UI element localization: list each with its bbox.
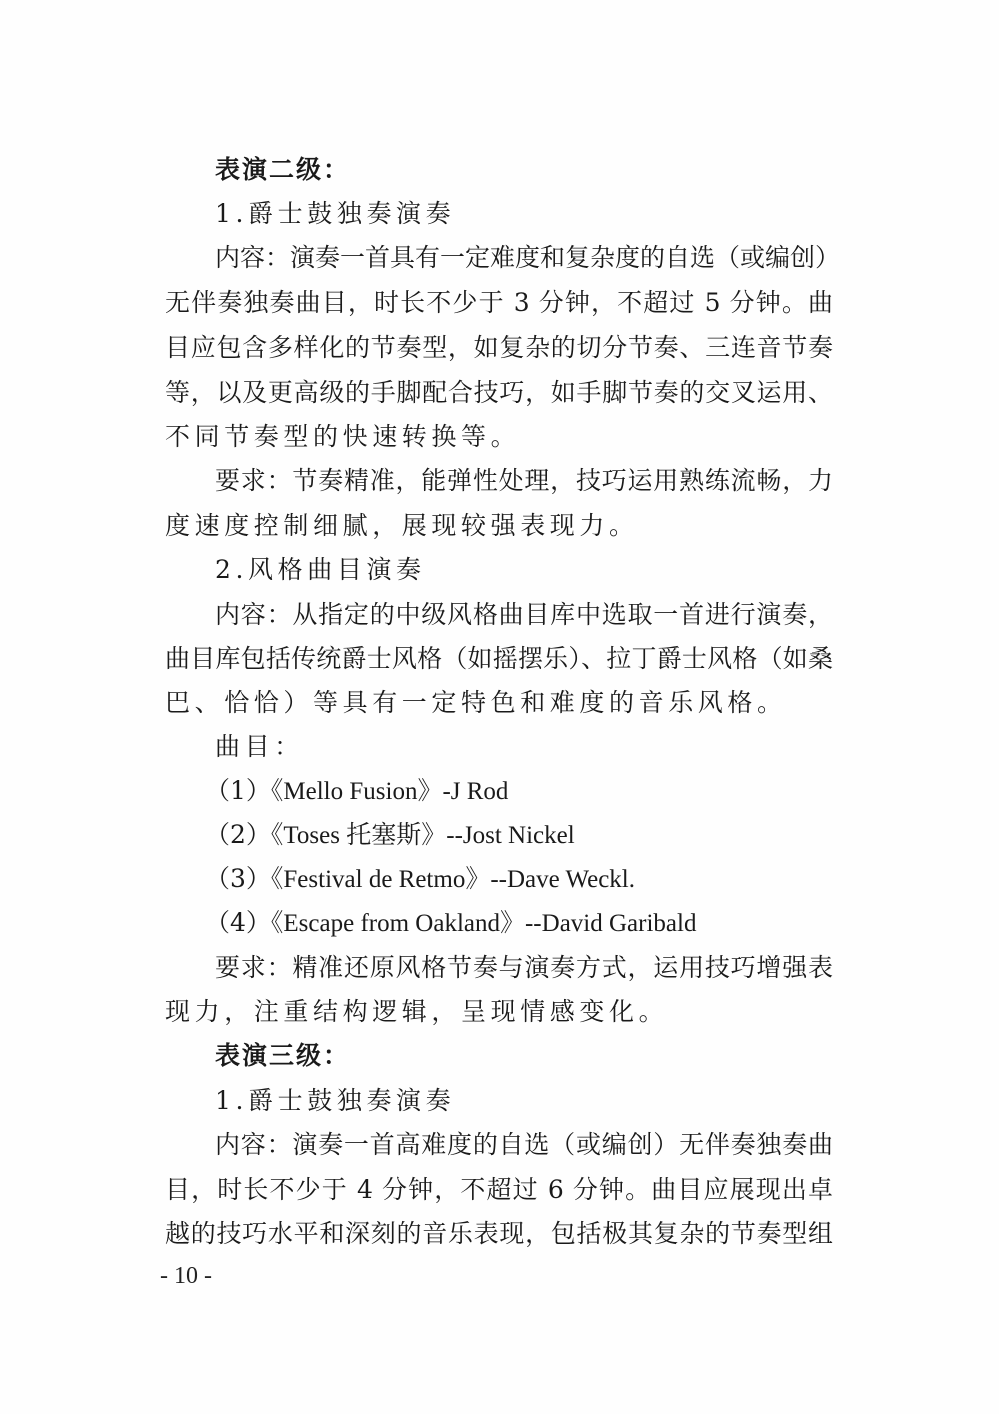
requirement-line: 要求：节奏精准，能弹性处理，技巧运用熟练流畅，力	[215, 466, 833, 495]
track-index: （3）	[205, 864, 271, 893]
item-title-jazz-drum-solo: 1.爵士鼓独奏演奏	[215, 199, 456, 228]
section-heading-level-2: 表演二级：	[215, 155, 351, 184]
track-artist: --David Garibald	[524, 910, 697, 937]
content-line: 目应包含多样化的节奏型，如复杂的切分节奏、三连音节奏	[165, 333, 833, 362]
track-title: 《Escape from Oakland》	[270, 910, 525, 937]
page-number: - 10 -	[160, 1263, 212, 1289]
requirement-line: 度速度控制细腻，展现较强表现力。	[165, 511, 639, 540]
content-line: 巴、恰恰）等具有一定特色和难度的音乐风格。	[165, 688, 787, 717]
content-line: 内容：演奏一首高难度的自选（或编创）无伴奏独奏曲	[215, 1130, 833, 1159]
requirement-line: 现力，注重结构逻辑，呈现情感变化。	[165, 997, 669, 1026]
item-title-jazz-drum-solo: 1.爵士鼓独奏演奏	[215, 1086, 456, 1115]
content-line: 等，以及更高级的手脚配合技巧，如手脚节奏的交叉运用、	[165, 378, 833, 407]
content-line: 越的技巧水平和深刻的音乐表现，包括极其复杂的节奏型组	[165, 1219, 833, 1248]
content-line: 无伴奏独奏曲目，时长不少于 3 分钟，不超过 5 分钟。曲	[165, 288, 833, 317]
track-index: （4）	[205, 908, 271, 937]
section-heading-level-3: 表演三级：	[215, 1041, 351, 1070]
track-list-item	[205, 813, 575, 857]
content-line: 内容：演奏一首具有一定难度和复杂度的自选（或编创）	[215, 243, 841, 272]
content-line: 不同节奏型的快速转换等。	[165, 422, 521, 451]
track-title: 《Mello Fusion》	[270, 778, 443, 805]
track-index: （1）	[205, 776, 271, 805]
content-line: 目，时长不少于 4 分钟，不超过 6 分钟。曲目应展现出卓	[165, 1175, 833, 1204]
content-line: 曲目库包括传统爵士风格（如摇摆乐）、拉丁爵士风格（如桑	[165, 644, 833, 673]
track-artist: --Jost Nickel	[446, 822, 575, 849]
track-list-item	[205, 769, 508, 813]
track-artist: -J Rod	[442, 778, 509, 805]
track-title: 《Festival de Retmo》	[270, 866, 491, 893]
track-list-item	[205, 901, 696, 945]
requirement-line: 要求：精准还原风格节奏与演奏方式，运用技巧增强表	[215, 953, 833, 982]
track-index: （2）	[205, 820, 271, 849]
track-list-item	[205, 857, 635, 901]
item-title-style-repertoire: 2.风格曲目演奏	[215, 555, 426, 584]
tracks-label: 曲目：	[215, 732, 304, 761]
track-title: 《Toses 托塞斯》	[270, 822, 447, 849]
content-line: 内容：从指定的中级风格曲目库中选取一首进行演奏，	[215, 600, 833, 629]
track-artist: --Dave Weckl.	[490, 866, 636, 893]
